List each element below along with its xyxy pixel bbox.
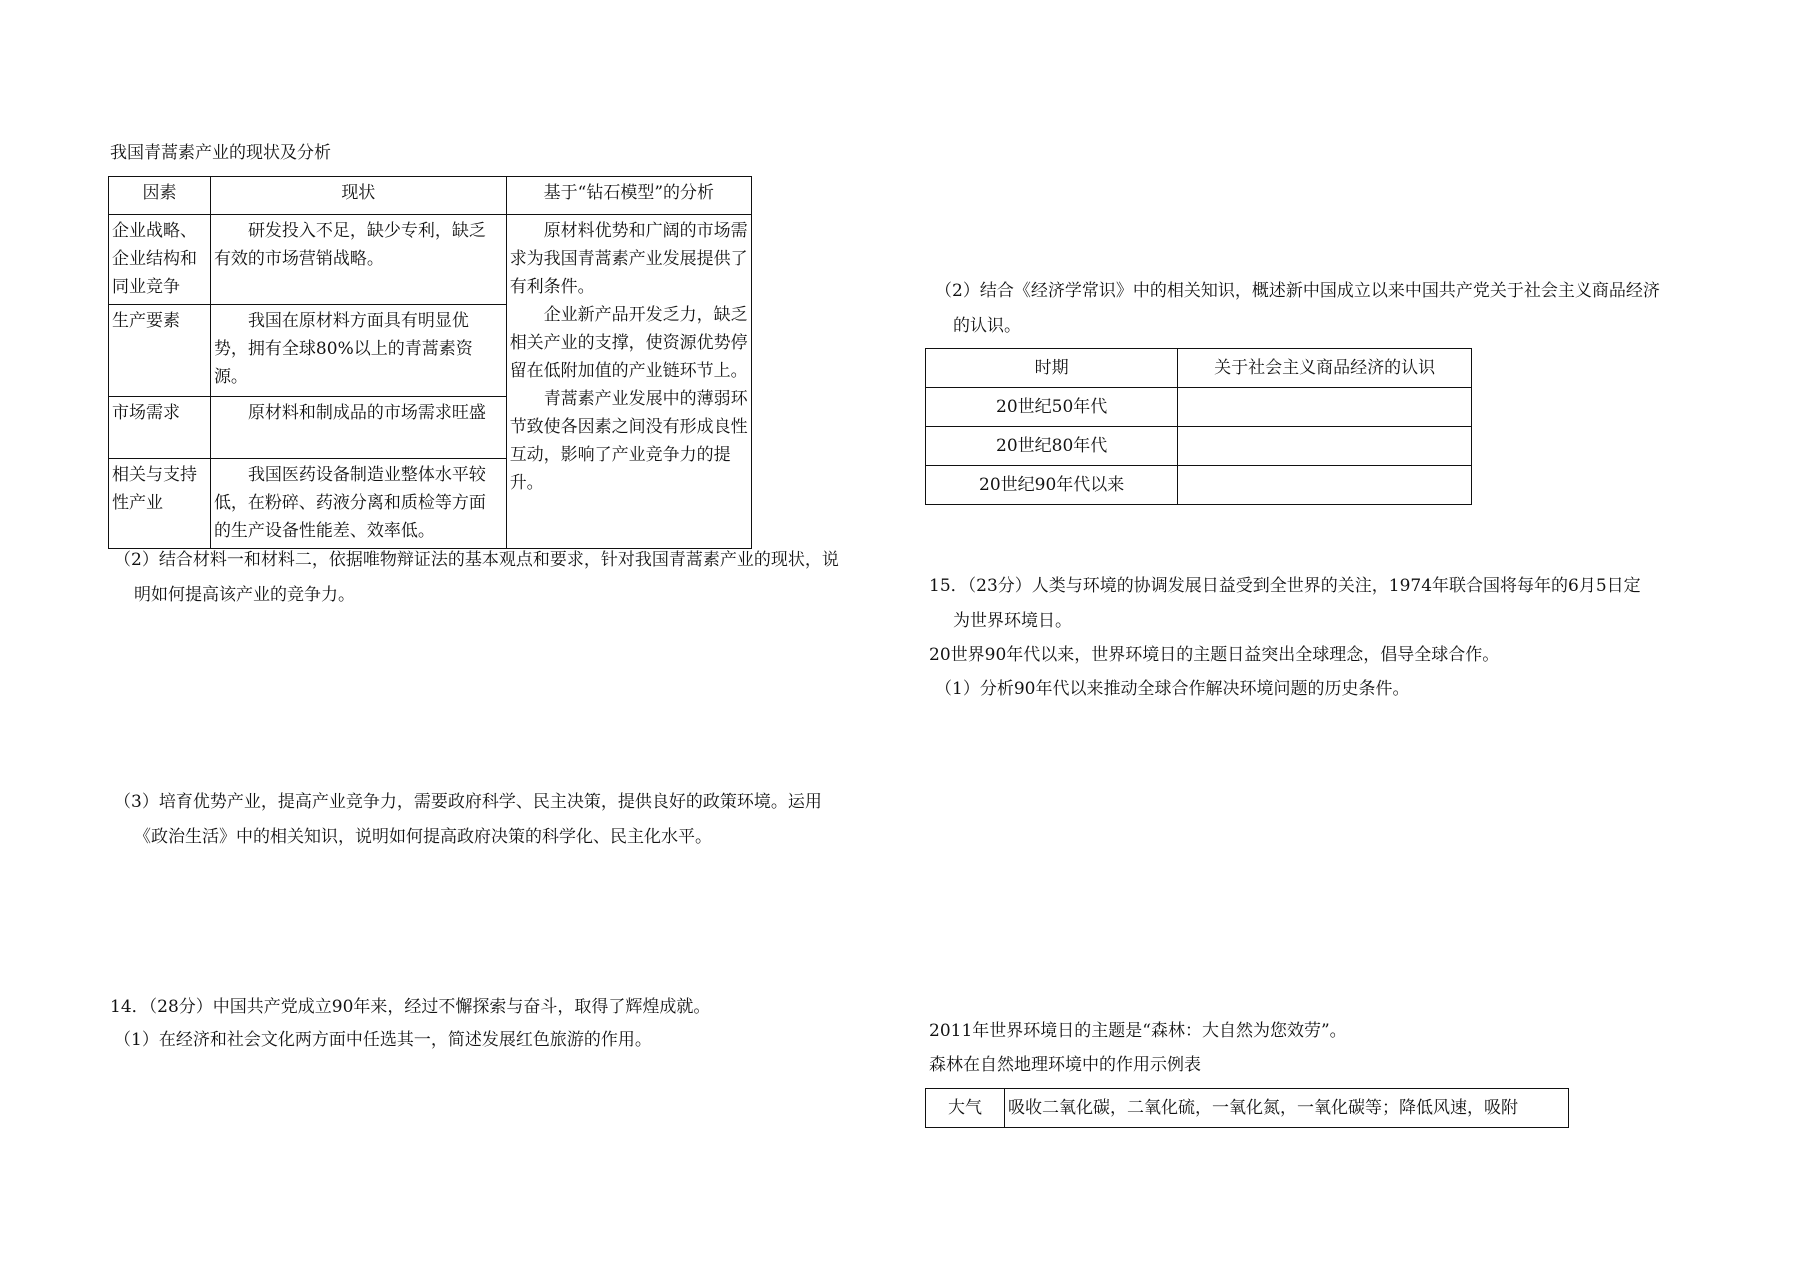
factor-cell: 市场需求 [109,397,211,459]
q3-text: （3）培育优势产业，提高产业竞争力，需要政府科学、民主决策，提供良好的政策环境。运用 [114,792,822,812]
q15-text-cont: 为世界环境日。 [953,611,1072,631]
role-cell: 吸收二氧化碳，二氧化硫，一氧化氮，一氧化碳等；降低风速，吸附 [1005,1089,1569,1128]
header-analysis: 基于“钻石模型”的分析 [506,177,751,215]
analysis-paragraph: 原材料优势和广阔的市场需求为我国青蒿素产业发展提供了有利条件。 [509,221,748,297]
status-cell: 研发投入不足，缺少专利，缺乏有效的市场营销战略。 [210,215,506,305]
forest-table [925,1088,1569,1128]
table-caption: 我国青蒿素产业的现状及分析 [110,143,331,163]
artemisinin-table [108,176,752,549]
analysis-cell [506,215,751,549]
header-status: 现状 [210,177,506,215]
q2-text-cont: 明如何提高该产业的竞争力。 [134,585,355,605]
q15-sub1: （1）分析90年代以来推动全球合作解决环境问题的历史条件。 [935,679,1410,699]
q2-text: （2）结合材料一和材料二，依据唯物辩证法的基本观点和要求，针对我国青蒿素产业的现状，说 [114,550,839,570]
q14-2-text-cont: 的认识。 [953,316,1021,336]
analysis-paragraph: 青蒿素产业发展中的薄弱环节致使各因素之间没有形成良性互动，影响了产业竞争力的提升。 [509,389,748,493]
q15-paragraph: 20世界90年代以来，世界环境日的主题日益突出全球理念，倡导全球合作。 [929,645,1500,665]
view-cell [1178,466,1472,505]
sphere-cell: 大气 [926,1089,1005,1128]
q14-text: 14．（28分）中国共产党成立90年来，经过不懈探索与奋斗，取得了辉煌成就。 [110,997,711,1017]
q14-2-text: （2）结合《经济学常识》中的相关知识，概述新中国成立以来中国共产党关于社会主义商品经济 [935,281,1660,301]
header-view: 关于社会主义商品经济的认识 [1178,349,1472,388]
status-cell: 我国医药设备制造业整体水平较低，在粉碎、药液分离和质检等方面的生产设备性能差、效率低。 [210,459,506,549]
view-cell [1178,427,1472,466]
status-cell: 原材料和制成品的市场需求旺盛 [210,397,506,459]
forest-table-caption: 森林在自然地理环境中的作用示例表 [929,1055,1201,1075]
q14-sub1: （1）在经济和社会文化两方面中任选其一，简述发展红色旅游的作用。 [114,1030,652,1050]
theme-2011: 2011年世界环境日的主题是“森林：大自然为您效劳”。 [929,1021,1347,1041]
factor-cell: 相关与支持性产业 [109,459,211,549]
header-period: 时期 [926,349,1178,388]
view-cell [1178,388,1472,427]
q3-text-cont: 《政治生活》中的相关知识，说明如何提高政府决策的科学化、民主化水平。 [134,827,712,847]
period-table [925,348,1472,505]
period-cell: 20世纪50年代 [926,388,1178,427]
q15-text: 15．（23分）人类与环境的协调发展日益受到全世界的关注，1974年联合国将每年的6月5日定 [929,576,1641,596]
factor-cell: 企业战略、企业结构和同业竞争 [109,215,211,305]
period-cell: 20世纪90年代以来 [926,466,1178,505]
factor-cell: 生产要素 [109,305,211,397]
status-cell: 我国在原材料方面具有明显优势，拥有全球80%以上的青蒿素资源。 [210,305,506,397]
header-factor: 因素 [109,177,211,215]
analysis-paragraph: 企业新产品开发乏力，缺乏相关产业的支撑，使资源优势停留在低附加值的产业链环节上。 [509,305,748,381]
period-cell: 20世纪80年代 [926,427,1178,466]
